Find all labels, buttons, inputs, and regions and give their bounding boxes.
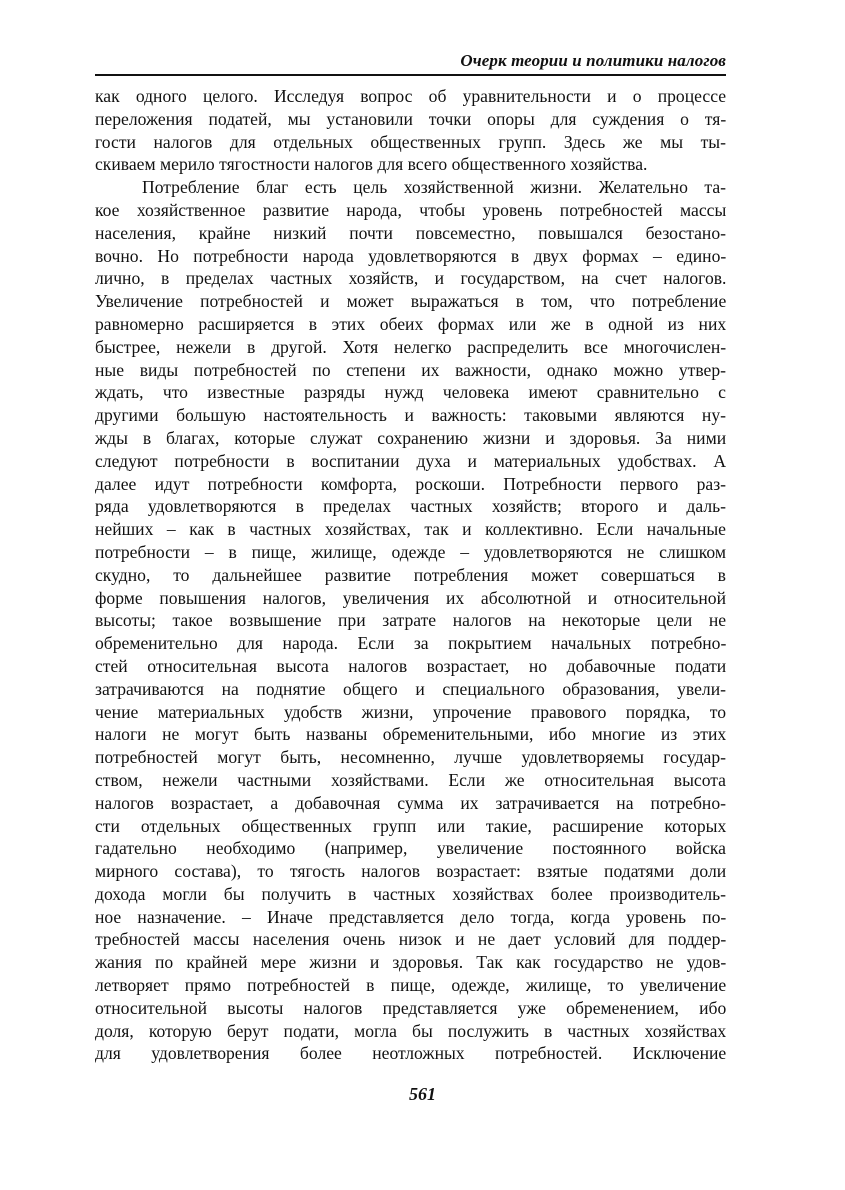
text-line: нейших – как в частных хозяйствах, так и коллективно. Если начальные bbox=[95, 519, 726, 540]
text-line: ством, нежели частными хозяйствами. Если же относительная высота bbox=[95, 769, 726, 790]
text-line: как одного целого. Исследуя вопрос об уравнительности и о процессе bbox=[95, 86, 727, 106]
body-text bbox=[95, 85, 726, 1065]
text-line: налогов возрастает, а добавочная сумма их затрачивается на потребно- bbox=[95, 792, 726, 813]
page-number: 561 bbox=[409, 1084, 436, 1104]
text-line: следуют потребности в воспитании духа и материальных удобствах. А bbox=[95, 450, 727, 471]
text-line: гости налогов для отдельных общественных групп. Здесь же мы ты- bbox=[95, 131, 726, 152]
running-title: Очерк теории и политики налогов bbox=[460, 51, 726, 70]
text-line: ждать, что известные разряды нужд человека имеют сравнительно с bbox=[95, 382, 726, 403]
text-line: летворяет прямо потребностей в пище, одежде, жилище, то увеличение bbox=[95, 975, 727, 996]
text-line: потребности – в пище, жилище, одежде – удовлетворяются не слишком bbox=[95, 541, 726, 562]
text-line: дохода могли бы получить в частных хозяйствах более производитель- bbox=[95, 883, 726, 904]
text-line: чение материальных удобств жизни, упрочение правового порядка, то bbox=[95, 701, 726, 722]
text-line: Увеличение потребностей и может выражаться в том, что потребление bbox=[95, 291, 727, 312]
paragraph-2 bbox=[95, 176, 726, 1065]
text-line: высоты; такое возвышение при затрате налогов на некоторые цели не bbox=[95, 610, 727, 631]
text-line: быстрее, нежели в другой. Хотя нелегко распределить все многочислен- bbox=[95, 336, 727, 357]
text-line: другими большую настоятельность и важность: таковыми являются ну- bbox=[95, 405, 726, 426]
text-line: кое хозяйственное развитие народа, чтобы уровень потребностей массы bbox=[95, 199, 727, 220]
text-line: далее идут потребности комфорта, роскоши. Потребности первого раз- bbox=[95, 473, 727, 494]
text-line: обременительно для народа. Если за покрытием начальных потребно- bbox=[95, 633, 727, 654]
text-line: вочно. Но потребности народа удовлетворяются в двух формах – едино- bbox=[95, 245, 727, 266]
paragraph-1 bbox=[95, 85, 726, 176]
text-line: сти отдельных общественных групп или такие, расширение которых bbox=[95, 815, 727, 836]
text-line: переложения податей, мы установили точки опоры для суждения о тя- bbox=[95, 108, 727, 129]
text-line: ные виды потребностей по степени их важности, однако можно утвер- bbox=[95, 359, 726, 380]
text-line: равномерно расширяется в этих обеих формах или же в одной из них bbox=[95, 313, 727, 334]
text-line: форме повышения налогов, увеличения их абсолютной и относительной bbox=[95, 587, 726, 608]
text-line: доля, которую берут подати, могла бы послужить в частных хозяйствах bbox=[95, 1020, 727, 1041]
running-header bbox=[95, 50, 726, 76]
text-line: жды в благах, которые служат сохранению жизни и здоровья. За ними bbox=[95, 427, 727, 448]
text-line: стей относительная высота налогов возрастает, но добавочные подати bbox=[95, 655, 727, 676]
text-line: Потребление благ есть цель хозяйственной жизни. Желательно та- bbox=[142, 177, 727, 198]
text-line: жания по крайней мере жизни и здоровья. Так как государство не удов- bbox=[95, 952, 727, 973]
text-line: мирного состава), то тягость налогов возрастает: взятые податями доли bbox=[95, 861, 727, 882]
text-line: гадательно необходимо (например, увеличение постоянного войска bbox=[95, 838, 726, 859]
text-line: налоги не могут быть названы обременительными, ибо многие из этих bbox=[95, 724, 727, 745]
text-line: для удовлетворения более неотложных потребностей. Исключение bbox=[95, 1043, 727, 1064]
text-line: относительной высоты налогов представляется уже обременением, ибо bbox=[95, 997, 727, 1018]
text-line: требностей массы населения очень низок и не дает условий для поддер- bbox=[95, 929, 727, 950]
text-line: потребностей могут быть, несомненно, лучше удовлетворяемы государ- bbox=[95, 747, 726, 768]
text-line: ряда удовлетворяются в пределах частных хозяйств; второго и даль- bbox=[95, 496, 727, 517]
text-line: ное назначение. – Иначе представляется дело тогда, когда уровень по- bbox=[95, 906, 727, 927]
text-line: лично, в пределах частных хозяйств, и государством, на счет налогов. bbox=[95, 268, 727, 289]
text-line: скудно, то дальнейшее развитие потребления может совершаться в bbox=[95, 564, 726, 585]
text-line: затрачиваются на поднятие общего и специального образования, увели- bbox=[95, 678, 726, 699]
text-line: населения, крайне низкий почти повсеместно, повышался безостано- bbox=[95, 222, 726, 243]
text-line: скиваем мерило тягостности налогов для всего общественного хозяйства. bbox=[95, 154, 648, 175]
